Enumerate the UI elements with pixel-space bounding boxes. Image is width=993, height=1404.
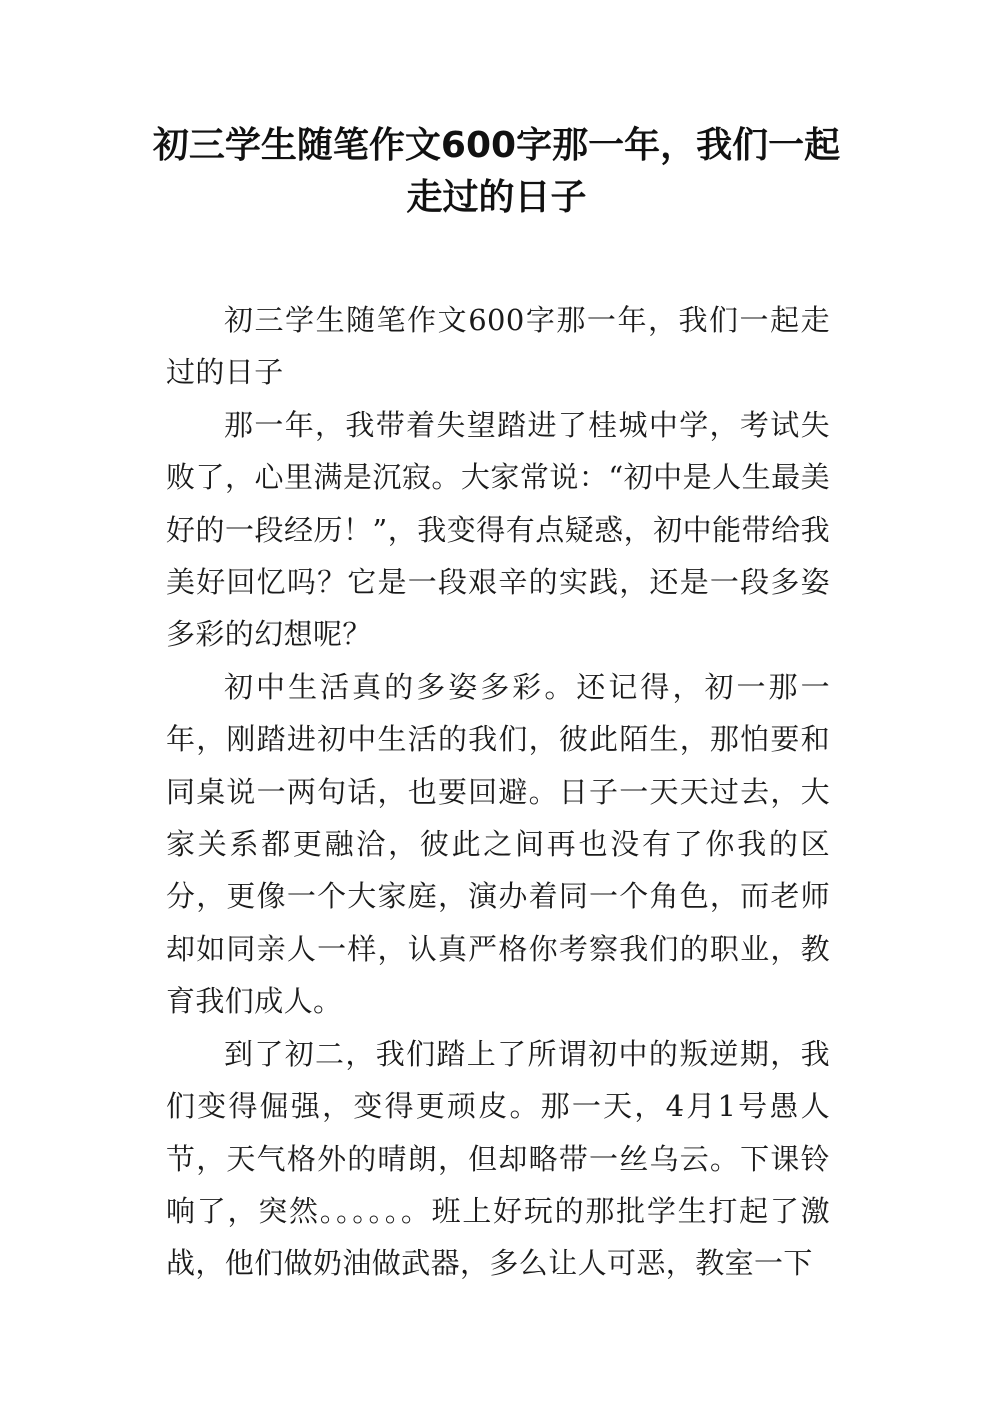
document-body [166,294,830,1290]
paragraph: 到了初二，我们踏上了所谓初中的叛逆期，我们变得倔强，变得更顽皮。那一天，4月1号愚人节，天气格外的晴朗，但却略带一丝乌云。下课铃响了，突然。。。。。。班上好玩的那批学生打起了激战，他们做奶油做武器，多么让人可恶，教室一下 [166,1036,830,1281]
document-title: 初三学生随笔作文600字那一年，我们一起走过的日子 [152,125,841,218]
paragraph: 初三学生随笔作文600字那一年，我们一起走过的日子 [166,303,830,390]
paragraph: 初中生活真的多姿多彩。还记得，初一那一年，刚踏进初中生活的我们，彼此陌生，那怕要和同桌说一两句话，也要回避。日子一天天过去，大家关系都更融洽，彼此之间再也没有了你我的区分，更像一个大家庭，演办着同一个角色，而老师却如同亲人一样，认真严格你考察我们的职业，教育我们成人。 [166,669,830,1019]
paragraph: 那一年，我带着失望踏进了桂城中学，考试失败了，心里满是沉寂。大家常说：“初中是人生最美好的一段经历！”，我变得有点疑惑，初中能带给我美好回忆吗？它是一段艰辛的实践，还是一段多姿多彩的幻想呢？ [166,407,830,652]
